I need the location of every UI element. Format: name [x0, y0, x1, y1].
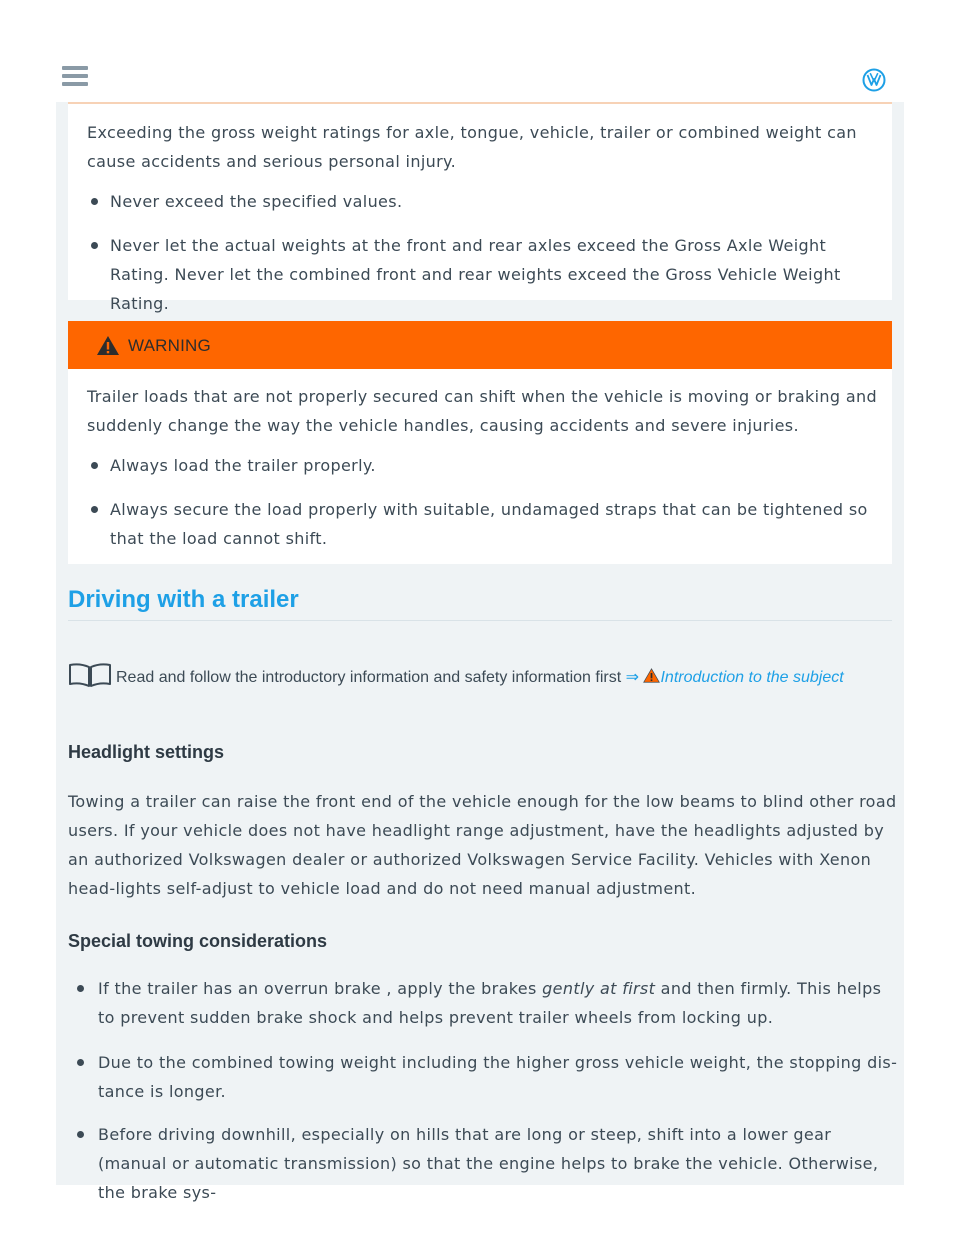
bullet-text: If the trailer has an overrun brake , apply the brakes	[98, 979, 537, 998]
open-book-icon	[68, 662, 112, 688]
bullet-text: Due to the combined towing weight including the higher gross vehicle weight, the stopping dis-tance is longer.	[98, 1053, 898, 1101]
intro-text: Read and follow the introductory information and safety information first	[116, 669, 622, 686]
bullet-text: Always load the trailer properly.	[110, 456, 376, 475]
bullet-text: Before driving downhill, especially on hills that are long or steep, shift into a lower gear (manual or automatic transmission) so that the engine helps to brake the vehicle. Otherwise, the brake sys-	[98, 1125, 879, 1202]
caution-box	[68, 102, 892, 313]
list-item	[110, 495, 880, 553]
warning-header	[68, 321, 892, 369]
bullet-text: Never exceed the specified values.	[110, 192, 403, 211]
list-item	[98, 1048, 898, 1106]
introduction-link[interactable]: Introduction to the subject	[660, 669, 844, 686]
warning-text: Trailer loads that are not properly secured can shift when the vehicle is moving or braking and suddenly change the way the vehicle handles, causing accidents and severe injuries.	[87, 387, 877, 435]
bullet-text: and then firmly. This helps to prevent sudden brake shock and helps prevent trailer wheels from locking up.	[98, 979, 882, 1027]
list-item	[110, 451, 880, 480]
headlight-text: Towing a trailer can raise the front end of the vehicle enough for the low beams to blind other road users. If your vehicle does not have headlight range adjustment, have the headlights adjusted by an authorized Volkswagen dealer or authorized Volkswagen Service Facility. Vehicles with Xenon head-lights self-adjust to vehicle load and do not need manual adjustment.	[68, 792, 897, 898]
hamburger-menu-icon[interactable]	[62, 66, 90, 88]
list-item	[98, 974, 898, 1032]
caution-text: Exceeding the gross weight ratings for axle, tongue, vehicle, trailer or combined weight can cause accidents and serious personal injury.	[87, 123, 857, 171]
list-item	[110, 231, 880, 318]
top-bar	[0, 0, 960, 102]
warning-box	[68, 321, 892, 564]
warning-triangle-icon	[643, 668, 660, 683]
bullet-text: Never let the actual weights at the front and rear axles exceed the Gross Axle Weight Rating. Never let the combined front and rear weights exceed the Gross Vehicle Weight Rating.	[110, 236, 841, 313]
intro-line	[68, 662, 898, 691]
list-item	[110, 187, 880, 216]
link-arrow: ⇒	[625, 669, 640, 686]
list-item	[98, 1120, 898, 1207]
warning-triangle-icon	[96, 335, 120, 356]
section-divider	[68, 620, 892, 621]
warning-title: WARNING	[128, 336, 211, 355]
headlight-heading: Headlight settings	[68, 742, 225, 762]
towing-heading: Special towing considerations	[68, 931, 328, 951]
emphasis-text: gently at first	[542, 979, 656, 998]
section-title: Driving with a trailer	[68, 586, 299, 613]
bullet-text: Always secure the load properly with suitable, undamaged straps that can be tightened so that the load cannot shift.	[110, 500, 868, 548]
volkswagen-logo-icon[interactable]	[862, 68, 886, 92]
manual-page	[56, 102, 904, 1202]
